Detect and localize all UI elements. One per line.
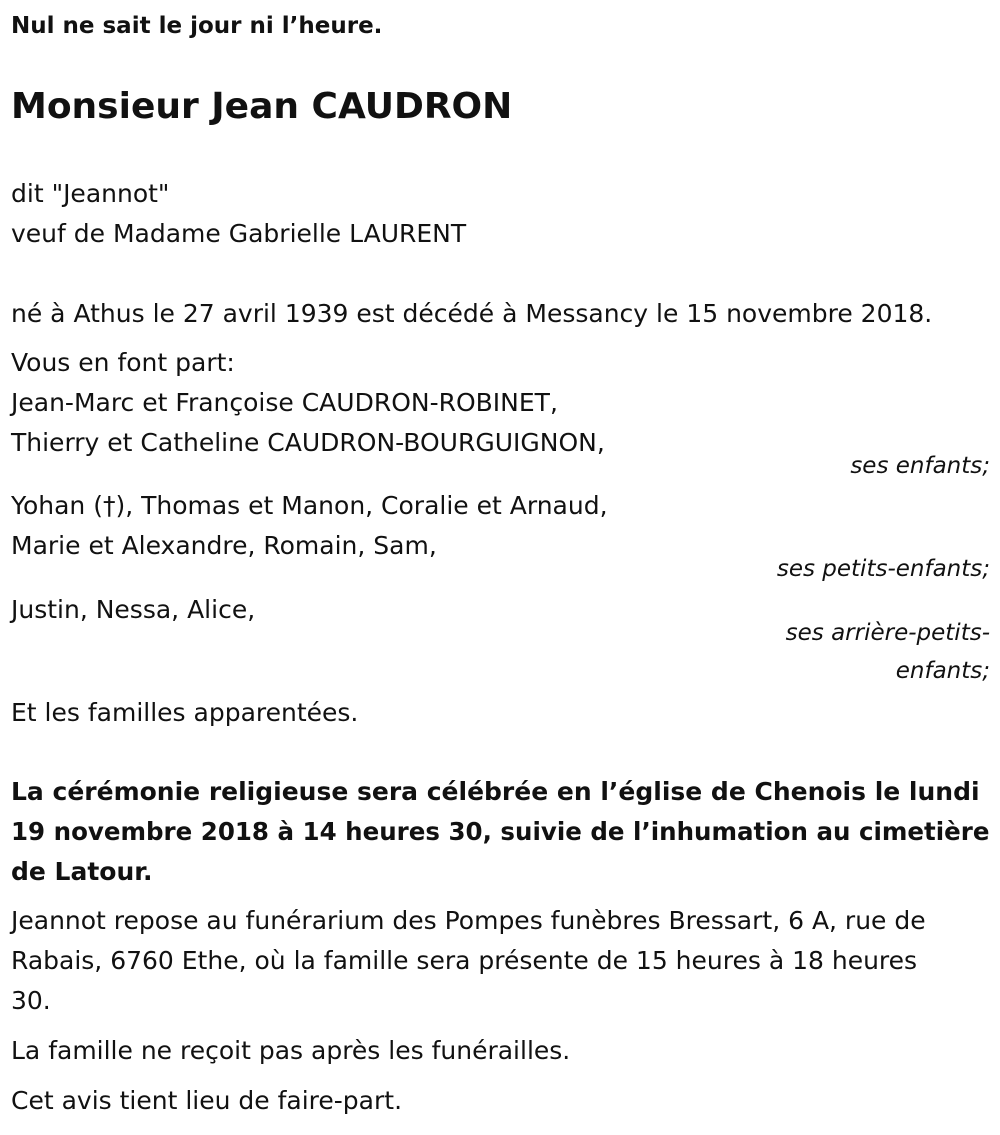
no-reception-line: La famille ne reçoit pas après les funérailles. <box>11 1036 571 1065</box>
visitation-line: 30. <box>11 986 51 1015</box>
visitation-line: Jeannot repose au funérarium des Pompes funèbres Bressart, 6 A, rue de <box>11 906 926 935</box>
grandchildren-label: ses petits-enfants; <box>776 556 990 582</box>
families-line: Et les familles apparentées. <box>11 698 359 727</box>
great-grandchild-line: Justin, Nessa, Alice, <box>11 595 256 624</box>
nickname: dit "Jeannot" <box>11 179 170 208</box>
grandchild-line: Marie et Alexandre, Romain, Sam, <box>11 531 437 560</box>
great-grandchildren-label: ses arrière-petits- <box>785 620 990 646</box>
ceremony-line: de Latour. <box>11 857 153 886</box>
ceremony-line: 19 novembre 2018 à 14 heures 30, suivie de l’inhumation au cimetière <box>11 817 990 846</box>
announcement-intro: Vous en font part: <box>11 348 235 377</box>
child-line: Thierry et Catheline CAUDRON-BOURGUIGNON, <box>11 428 605 457</box>
grandchild-line: Yohan (†), Thomas et Manon, Coralie et Arnaud, <box>11 491 608 520</box>
children-label: ses enfants; <box>850 453 990 479</box>
great-grandchildren-label-continued: enfants; <box>895 658 990 684</box>
child-line: Jean-Marc et Françoise CAUDRON-ROBINET, <box>11 388 558 417</box>
birth-death-line: né à Athus le 27 avril 1939 est décédé à Messancy le 15 novembre 2018. <box>11 299 933 328</box>
deceased-name: Monsieur Jean CAUDRON <box>11 86 513 127</box>
ceremony-line: La cérémonie religieuse sera célébrée en l’église de Chenois le lundi <box>11 777 980 806</box>
visitation-line: Rabais, 6760 Ethe, où la famille sera présente de 15 heures à 18 heures <box>11 946 918 975</box>
notice-line: Cet avis tient lieu de faire-part. <box>11 1086 403 1115</box>
widower-line: veuf de Madame Gabrielle LAURENT <box>11 219 467 248</box>
epigraph: Nul ne sait le jour ni l’heure. <box>11 13 383 39</box>
